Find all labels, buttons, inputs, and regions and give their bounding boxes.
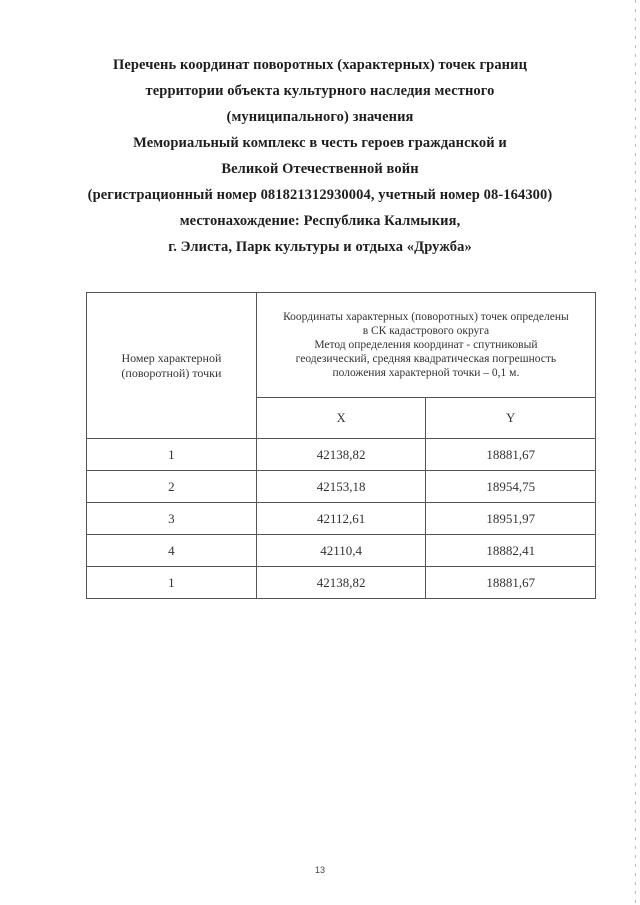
- table-row: [87, 503, 596, 535]
- x-cell: 42153,18: [256, 471, 426, 503]
- title-line-2: территории объекта культурного наследия местного: [145, 83, 495, 99]
- y-cell: 18882,41: [426, 535, 596, 567]
- header-y: Y: [426, 398, 596, 439]
- point-number-cell: 3: [87, 503, 257, 535]
- table-row: [87, 567, 596, 599]
- point-number-cell: 2: [87, 471, 257, 503]
- header-point-number: Номер характерной (поворотной) точки: [87, 293, 257, 439]
- title-line-6: (регистрационный номер 081821312930004, учетный номер 08-164300): [87, 187, 553, 203]
- y-cell: 18951,97: [426, 503, 596, 535]
- table-header-row: [87, 293, 596, 398]
- point-number-cell: 1: [87, 439, 257, 471]
- y-cell: 18954,75: [426, 471, 596, 503]
- x-cell: 42112,61: [256, 503, 426, 535]
- title-line-8: г. Элиста, Парк культуры и отдыха «Дружба»: [168, 239, 472, 255]
- table-row: [87, 535, 596, 567]
- y-cell: 18881,67: [426, 567, 596, 599]
- page-number: 13: [314, 865, 325, 875]
- scan-edge-divider: [635, 0, 636, 905]
- x-cell: 42138,82: [256, 439, 426, 471]
- title-line-1: Перечень координат поворотных (характерных) точек границ: [112, 57, 528, 73]
- header-coords-line: геодезический, средняя квадратическая погрешность: [295, 353, 557, 365]
- header-coords-line: положения характерной точки – 0,1 м.: [332, 367, 520, 379]
- x-cell: 42138,82: [256, 567, 426, 599]
- coordinates-table: [86, 292, 596, 599]
- x-cell: 42110,4: [256, 535, 426, 567]
- y-cell: 18881,67: [426, 439, 596, 471]
- document-title: [0, 52, 640, 260]
- point-number-cell: 4: [87, 535, 257, 567]
- header-coords-line: Метод определения координат - спутниковый: [314, 339, 538, 351]
- title-line-4: Мемориальный комплекс в честь героев гражданской и: [133, 135, 507, 151]
- title-line-3: (муниципального) значения: [226, 109, 414, 125]
- header-coords-line: Координаты характерных (поворотных) точек определены: [283, 311, 569, 323]
- title-line-7: местонахождение: Республика Калмыкия,: [179, 213, 461, 229]
- header-coordinates: [256, 293, 595, 398]
- title-line-5: Великой Отечественной войн: [221, 161, 419, 177]
- header-x: X: [256, 398, 426, 439]
- table-row: [87, 439, 596, 471]
- table-row: [87, 471, 596, 503]
- header-coords-line: в СК кадастрового округа: [362, 325, 490, 337]
- point-number-cell: 1: [87, 567, 257, 599]
